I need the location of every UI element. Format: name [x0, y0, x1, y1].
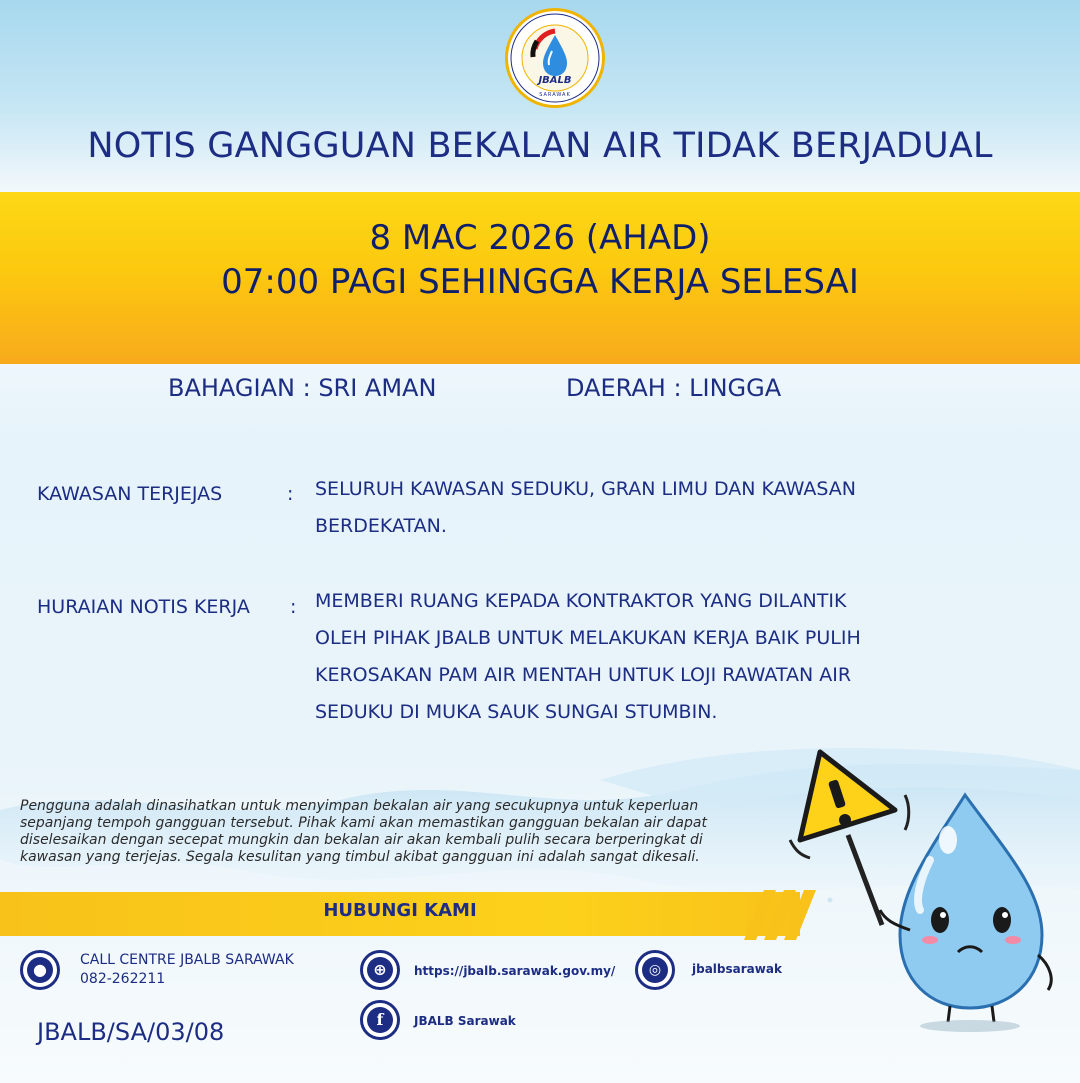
- work-description-value: [315, 583, 861, 731]
- advisory-text: [20, 798, 790, 866]
- work-description-line: MEMBERI RUANG KEPADA KONTRAKTOR YANG DILANTIK: [315, 590, 847, 612]
- schedule: [0, 216, 1080, 304]
- logo-brand-text: JBALB: [538, 75, 572, 86]
- affected-area-line: SELURUH KAWASAN SEDUKU, GRAN LIMU DAN KAWASAN: [315, 478, 857, 500]
- work-description-line: KEROSAKAN PAM AIR MENTAH UNTUK LOJI RAWATAN AIR: [315, 664, 852, 686]
- globe-icon: ⊕: [367, 957, 393, 983]
- instagram-icon: ◎: [642, 957, 668, 983]
- affected-area-line: BERDEKATAN.: [315, 515, 447, 537]
- affected-area-value: [315, 471, 856, 545]
- schedule-time: 07:00 PAGI SEHINGGA KERJA SELESAI: [221, 262, 859, 302]
- user-icon: ●: [27, 957, 53, 983]
- reference-number: JBALB/SA/03/08: [37, 1018, 225, 1046]
- work-description-line: OLEH PIHAK JBALB UNTUK MELAKUKAN KERJA BAIK PULIH: [315, 627, 861, 649]
- affected-area-colon: :: [287, 483, 294, 505]
- warning-sign-icon: [800, 752, 895, 840]
- advisory-line: Pengguna adalah dinasihatkan untuk menyimpan bekalan air yang secukupnya untuk keperluan: [20, 798, 699, 814]
- instagram-handle[interactable]: jbalbsarawak: [692, 962, 782, 976]
- notice-title: NOTIS GANGGUAN BEKALAN AIR TIDAK BERJADUAL: [87, 126, 993, 166]
- facebook-page[interactable]: JBALB Sarawak: [414, 1014, 516, 1028]
- district-label: DAERAH : LINGGA: [566, 374, 782, 402]
- division-label: BAHAGIAN : SRI AMAN: [168, 374, 437, 402]
- facebook-icon: f: [367, 1007, 393, 1033]
- advisory-line: kawasan yang terjejas. Segala kesulitan yang timbul akibat gangguan ini adalah sangat dikesali.: [20, 849, 700, 865]
- work-description-line: SEDUKU DI MUKA SAUK SUNGAI STUMBIN.: [315, 701, 718, 723]
- facebook-icon-button[interactable]: [360, 1000, 400, 1040]
- contact-heading: HUBUNGI KAMI: [323, 900, 477, 921]
- logo-state-text: SARAWAK: [539, 92, 571, 98]
- jbalb-logo: [505, 8, 605, 108]
- website-icon-button[interactable]: [360, 950, 400, 990]
- call-centre-icon-button[interactable]: [20, 950, 60, 990]
- work-description-colon: :: [290, 596, 297, 618]
- water-drop-mascot-icon: [770, 740, 1070, 1040]
- call-centre-label: CALL CENTRE JBALB SARAWAK: [80, 952, 294, 968]
- advisory-line: diselesaikan dengan secepat mungkin dan bekalan air akan kembali pulih secara berperingkat di: [20, 832, 703, 848]
- instagram-icon-button[interactable]: [635, 950, 675, 990]
- call-centre-info: [80, 951, 294, 989]
- advisory-line: sepanjang tempoh gangguan tersebut. Pihak kami akan memastikan gangguan bekalan air dapat: [20, 815, 707, 831]
- call-centre-phone[interactable]: 082-262211: [80, 971, 166, 987]
- affected-area-label: KAWASAN TERJEJAS: [37, 483, 223, 505]
- work-description-label: HURAIAN NOTIS KERJA: [37, 596, 250, 618]
- schedule-date: 8 MAC 2026 (AHAD): [369, 218, 711, 258]
- website-link[interactable]: https://jbalb.sarawak.gov.my/: [414, 964, 616, 978]
